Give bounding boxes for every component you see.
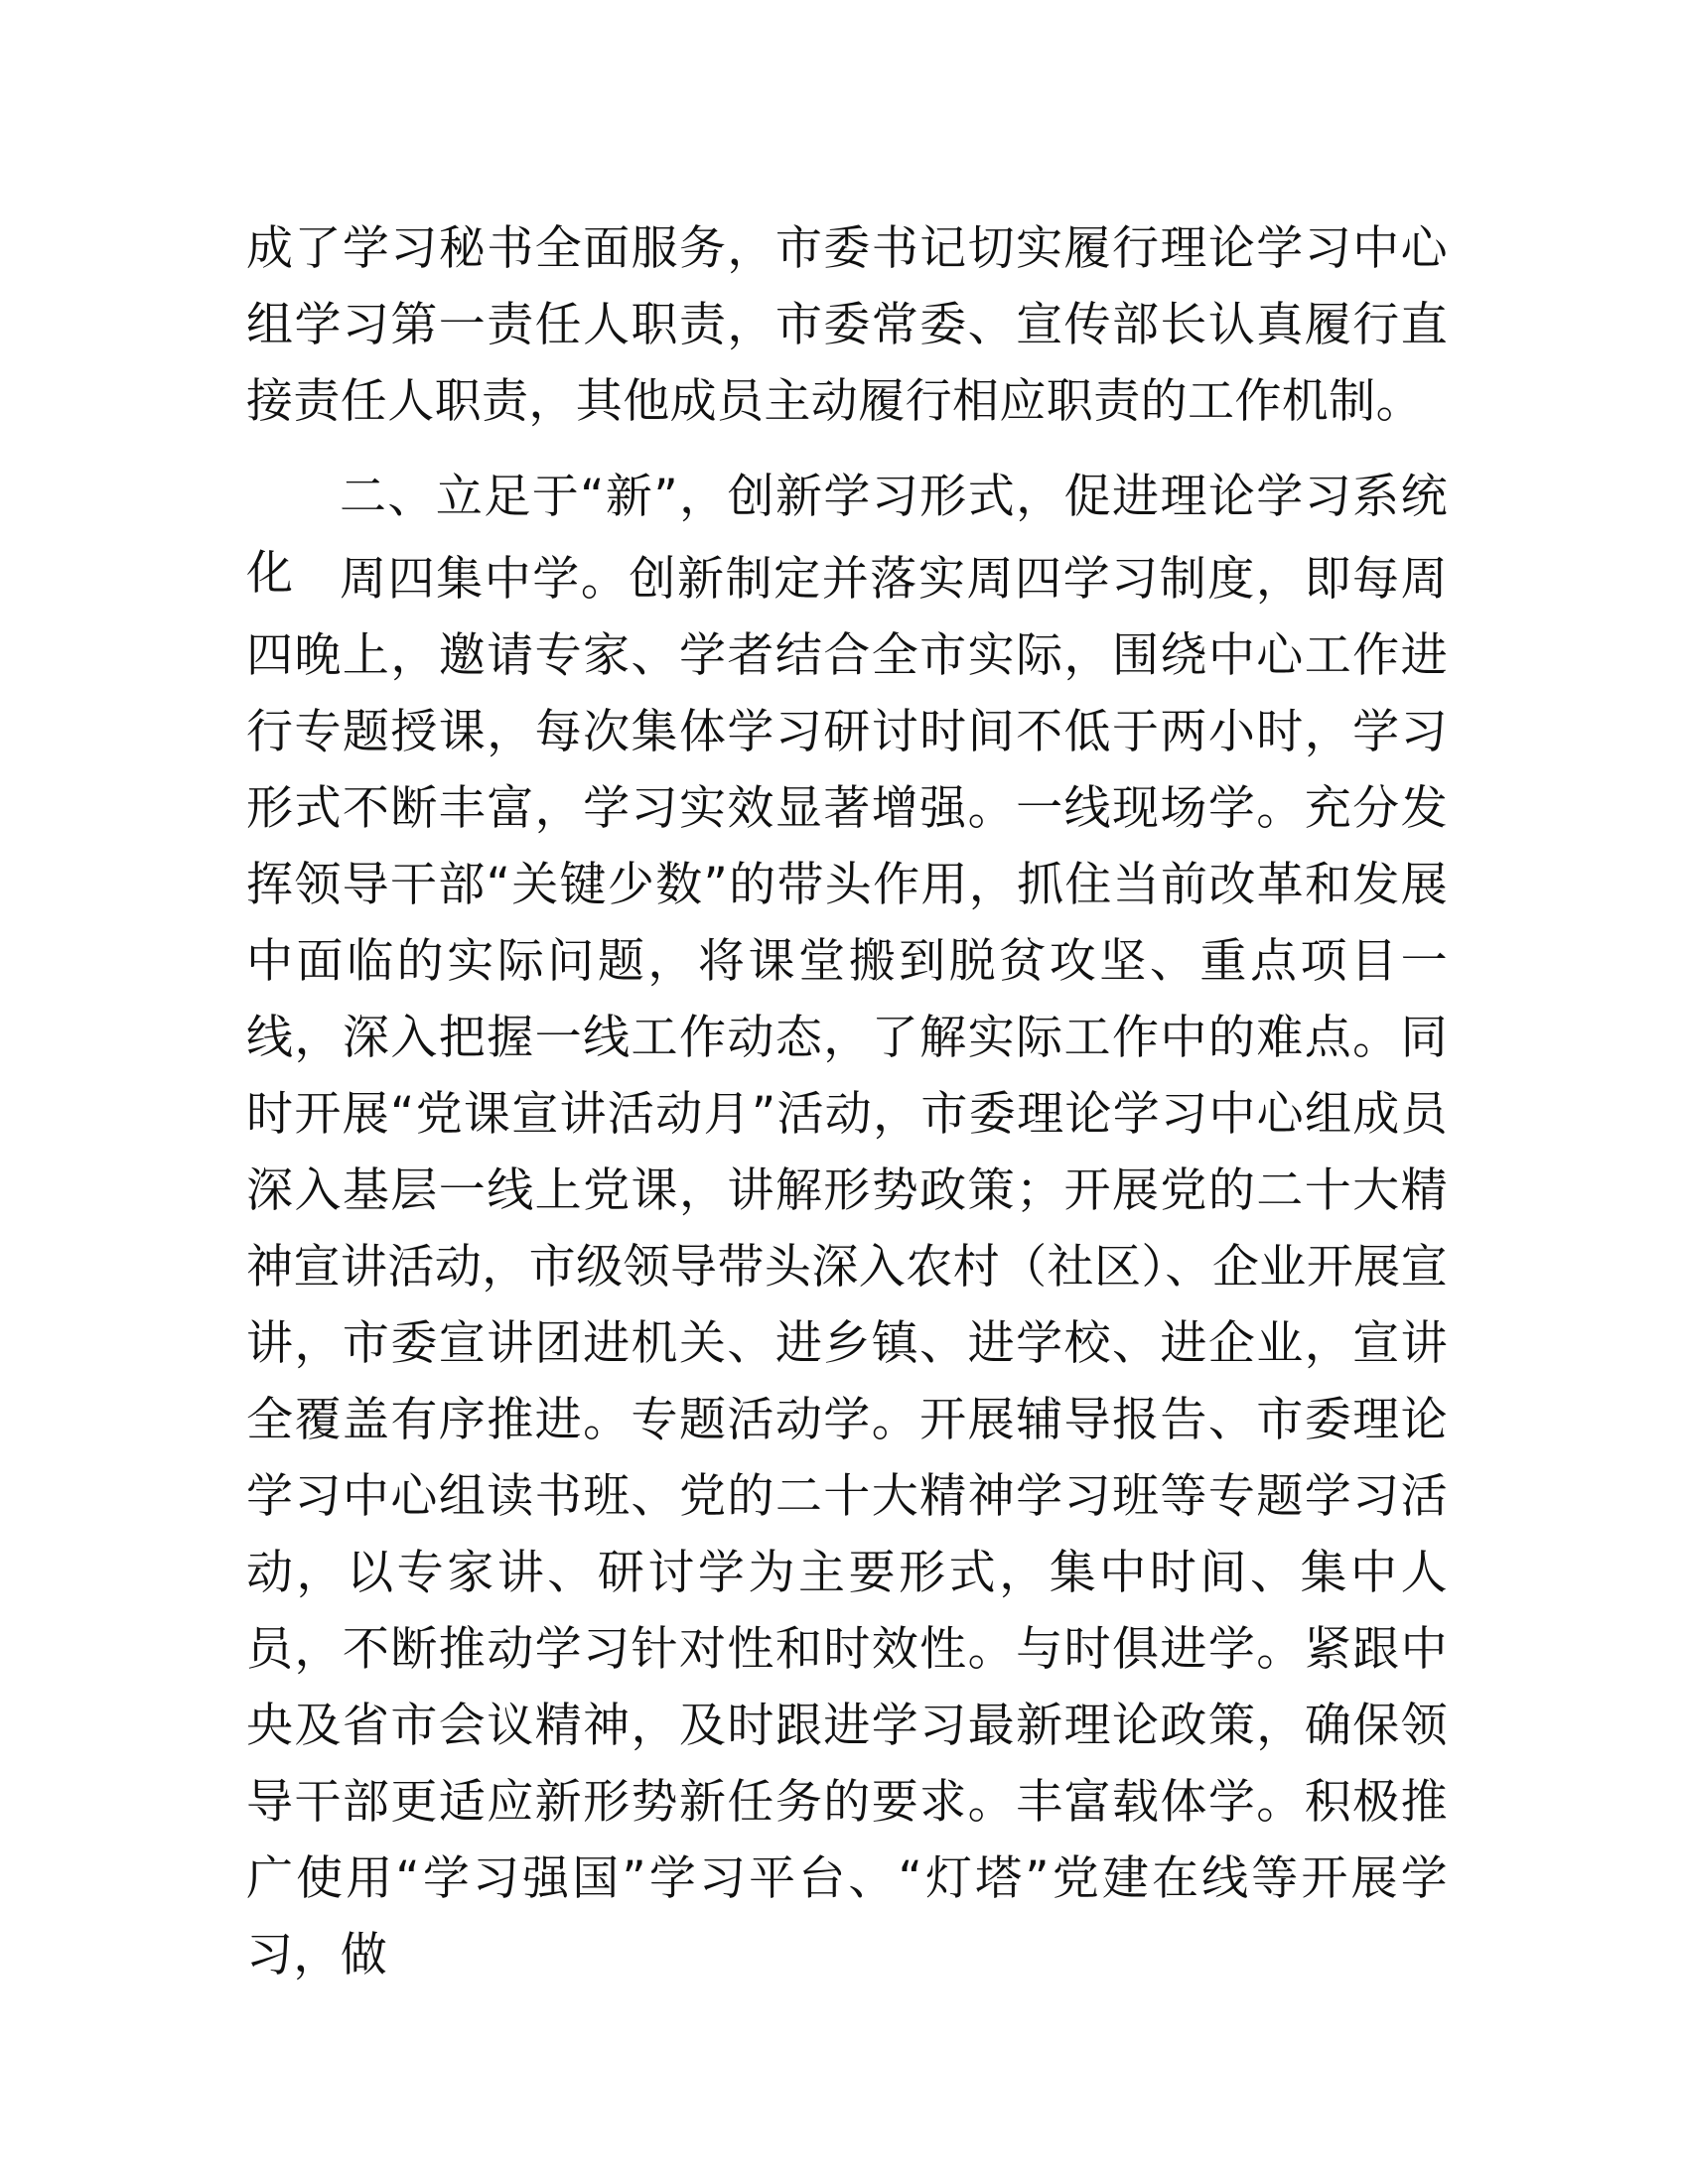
paragraph-continued: 成了学习秘书全面服务，市委书记切实履行理论学习中心组学习第一责任人职责，市委常委、宣传部长认真履行直接责任人职责，其他成员主动履行相应职责的工作机制。	[246, 221, 1448, 429]
section-heading: 二、立足于“新”，创新学习形式，促进理论学习系统化	[246, 470, 1448, 601]
paragraph-study-forms: 周四集中学。创新制定并落实周四学习制度，即每周四晚上，邀请专家、学者结合全市实际，围绕中心工作进行专题授课，每次集体学习研讨时间不低于两小时，学习形式不断丰富，学习实效显著增强。一线现场学。充分发挥领导干部“关键少数”的带头作用，抓住当前改革和发展中面临的实际问题，将课堂搬到脱贫攻坚、重点项目一线，深入把握一线工作动态，了解实际工作中的难点。同时开展“党课宣讲活动月”活动，市委理论学习中心组成员深入基层一线上党课，讲解形势政策；开展党的二十大精神宣讲活动，市级领导带头深入农村（社区）、企业开展宣讲，市委宣讲团进机关、进乡镇、进学校、进企业，宣讲全覆盖有序推进。专题活动学。开展辅导报告、市委理论学习中心组读书班、党的二十大精神学习班等专题学习活动，以专家讲、研讨学为主要形式，集中时间、集中人员，不断推动学习针对性和时效性。与时俱进学。紧跟中央及省市会议精神，及时跟进学习最新理论政策，确保领导干部更适应新形势新任务的要求。丰富载体学。积极推广使用“学习强国”学习平台、“灯塔”党建在线等开展学习，做	[246, 552, 1448, 1982]
